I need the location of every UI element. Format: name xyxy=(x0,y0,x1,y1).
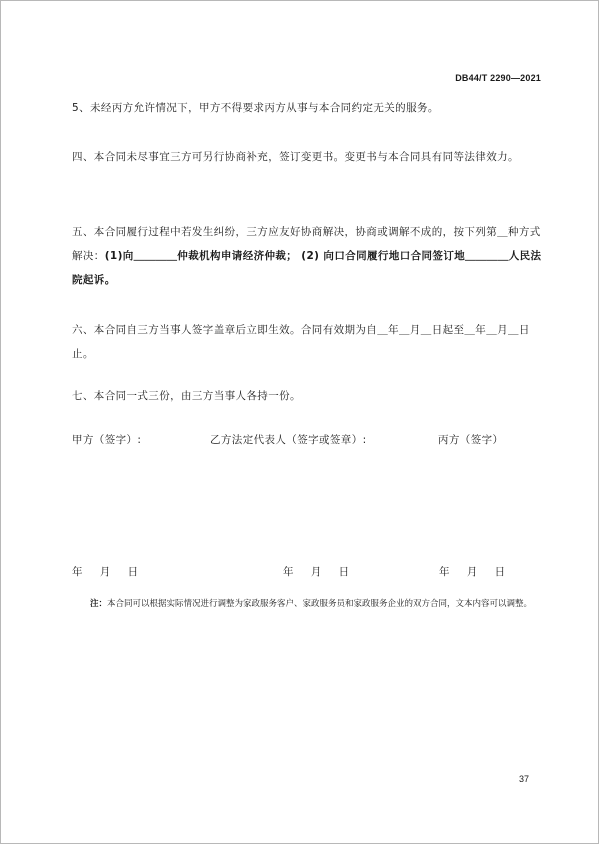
clause-five-text: 五、本合同履行过程中若发生纠纷，三方应友好协商解决，协商或调解不成的，按下列第＿种方式解决： xyxy=(72,226,541,262)
standard-code: DB44/T 2290—2021 xyxy=(455,73,541,83)
clause-seven: 七、本合同一式三份，由三方当事人各持一份。 xyxy=(72,390,301,402)
signature-row xyxy=(72,432,542,448)
clause-five-options: (1)向＿＿＿＿仲裁机构申请经济仲裁； (2) 向口合同履行地口合同签订地＿＿＿＿人民法院起诉。 xyxy=(72,250,542,286)
party-b-date: 年 月 日 xyxy=(283,566,350,578)
party-a-signature-label: 甲方（签字）: xyxy=(72,434,142,446)
clause-5: 5、未经丙方允许情况下，甲方不得要求丙方从事与本合同约定无关的服务。 xyxy=(72,102,439,114)
party-b-signature-label: 乙方法定代表人（签字或签章）: xyxy=(210,434,367,446)
footnote xyxy=(90,596,542,613)
party-c-signature-label: 丙方（签字） xyxy=(438,434,504,446)
footnote-label: 注： xyxy=(90,599,108,609)
date-row xyxy=(72,564,542,580)
clause-six: 六、本合同自三方当事人签字盖章后立即生效。合同有效期为自＿年＿月＿日起至＿年＿月＿日止。 xyxy=(72,324,530,360)
clause-four: 四、本合同未尽事宜三方可另行协商补充，签订变更书。变更书与本合同具有同等法律效力。 xyxy=(72,151,519,163)
party-a-date: 年 月 日 xyxy=(72,566,139,578)
party-c-date: 年 月 日 xyxy=(439,566,506,578)
footnote-text: 本合同可以根据实际情况进行调整为家政服务客户、家政服务员和家政服务企业的双方合同，文本内容可以调整。 xyxy=(107,599,533,609)
page-number: 37 xyxy=(518,774,529,784)
clause-five xyxy=(72,220,542,292)
